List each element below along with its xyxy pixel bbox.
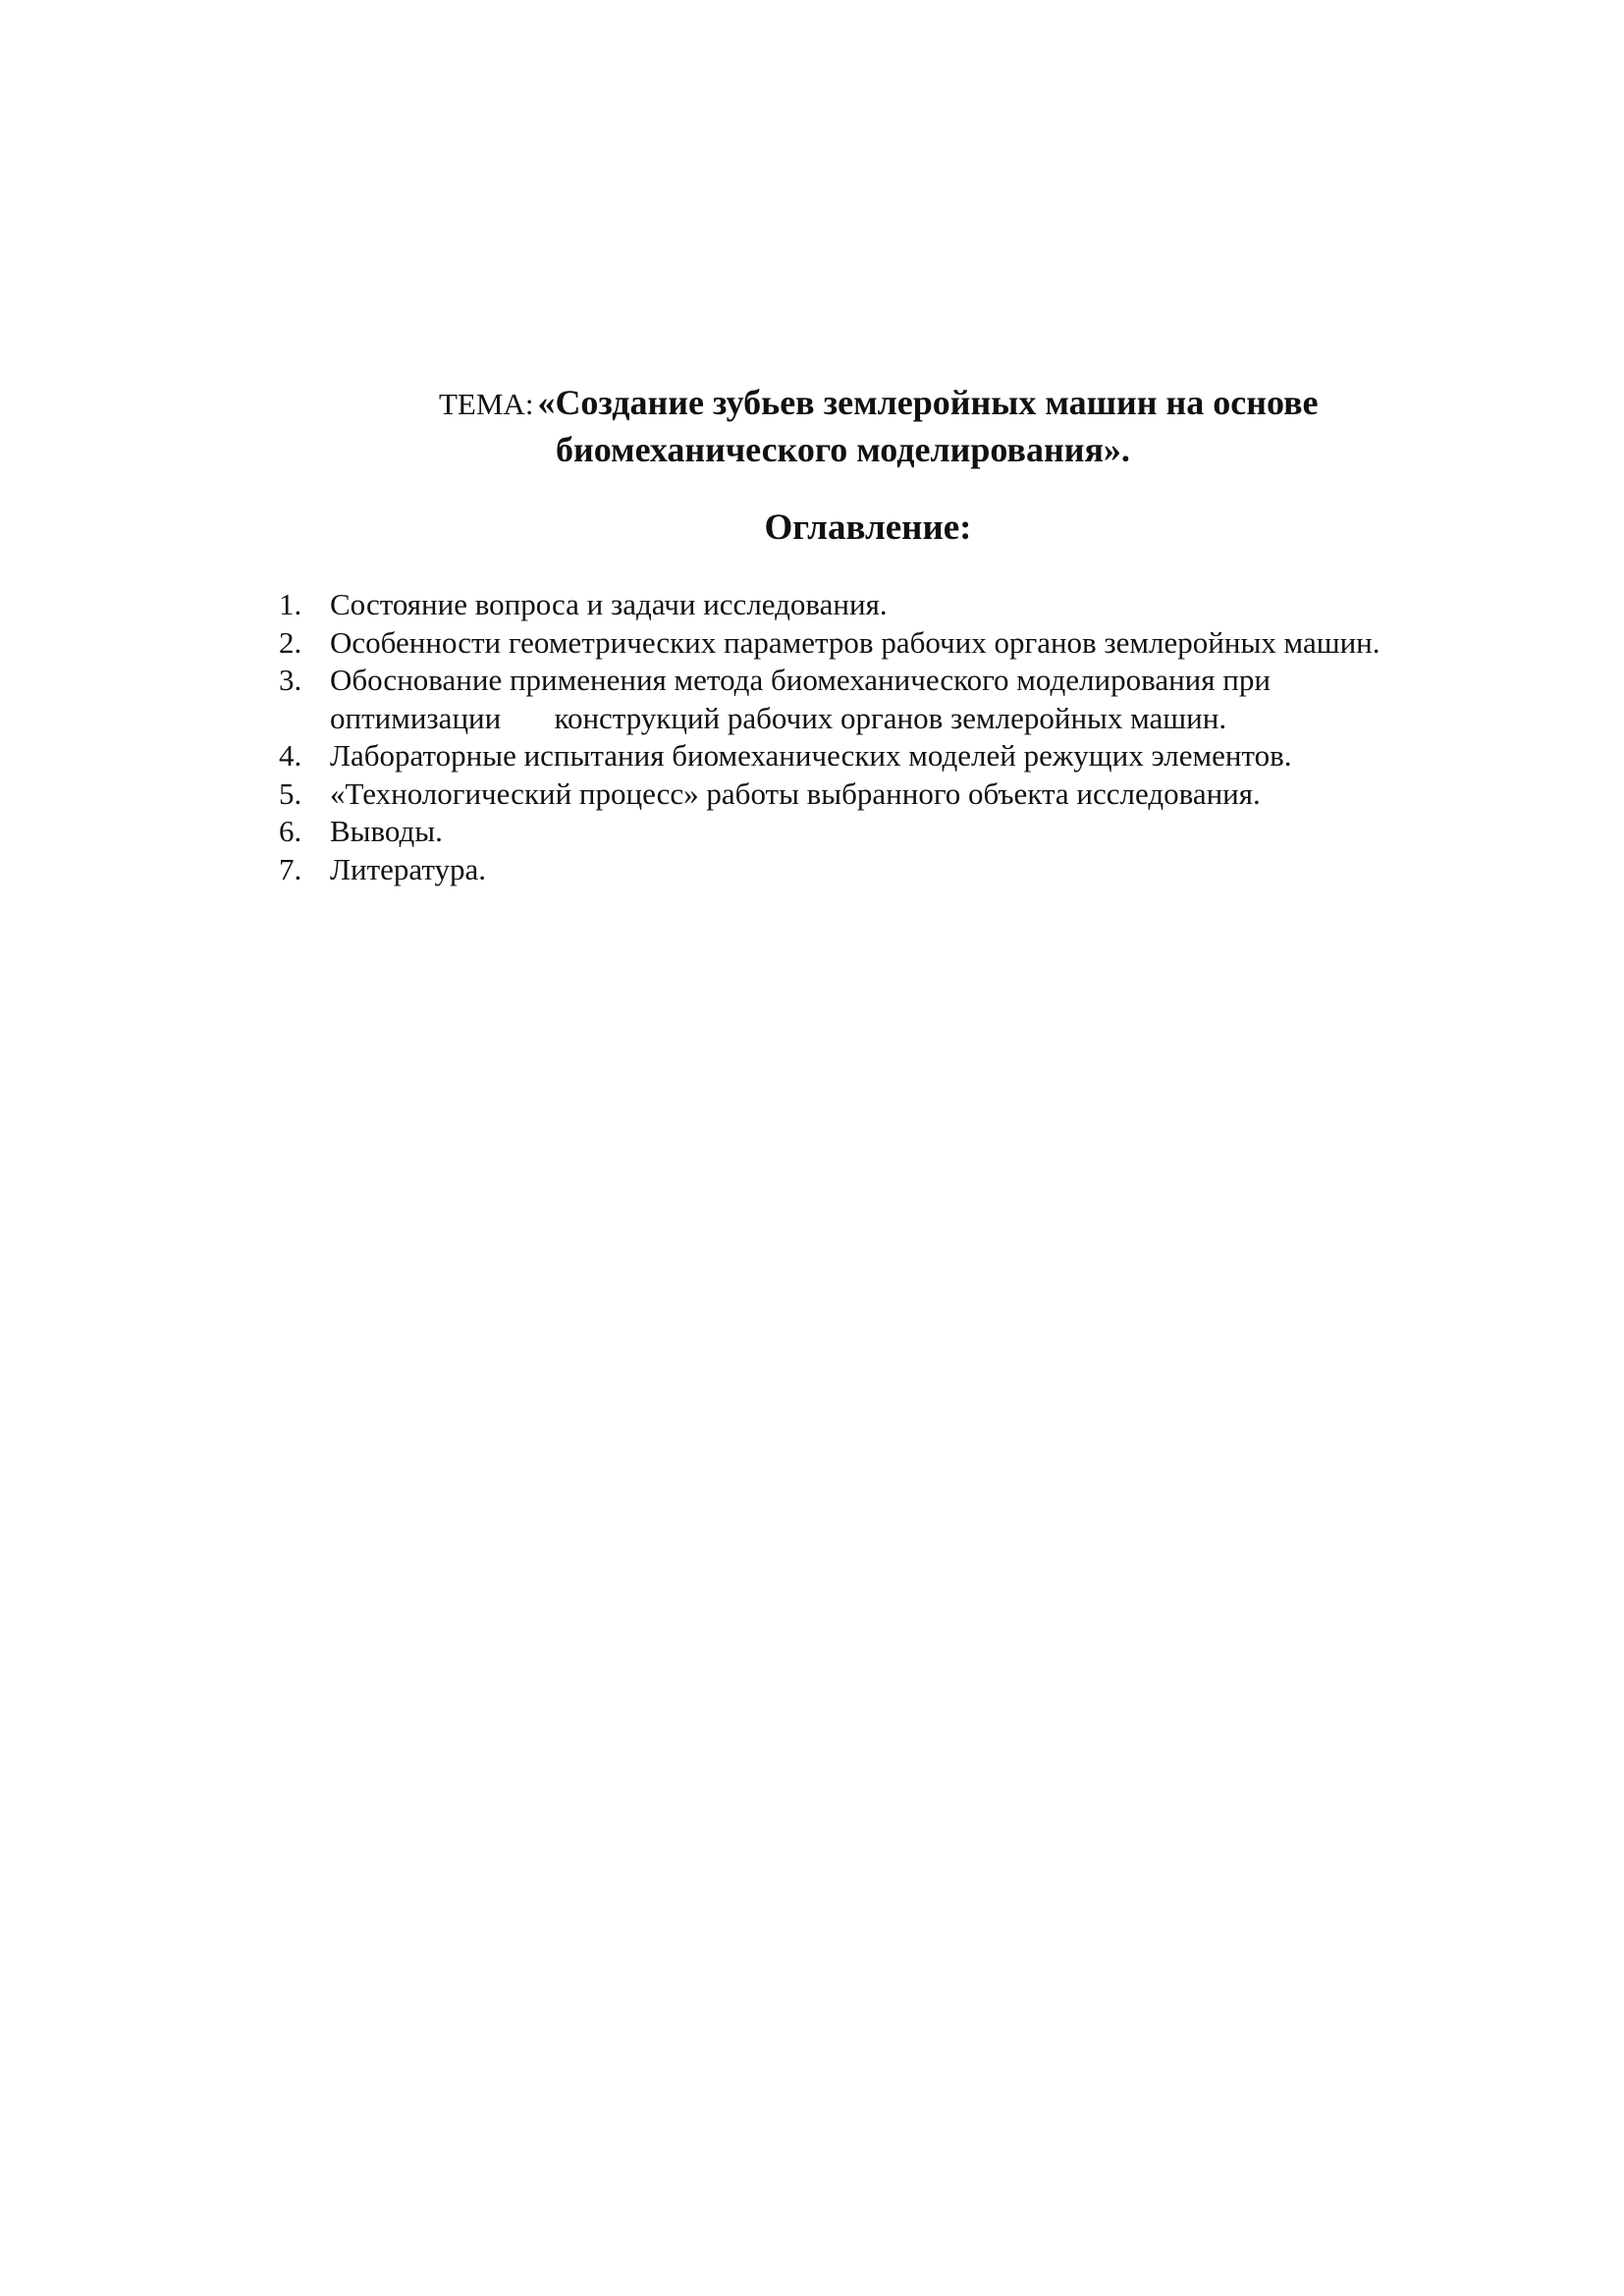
toc-item-number: 6. — [279, 814, 302, 848]
toc-item-number: 2. — [279, 624, 302, 660]
topic-label: ТЕМА: — [439, 387, 534, 421]
toc-item-text: Обоснование применения метода биомеханического моделирования при — [330, 663, 1271, 697]
toc-item-number: 4. — [279, 738, 302, 773]
toc-item — [279, 813, 1555, 851]
toc-item — [279, 586, 1555, 624]
toc-item-number: 3. — [279, 663, 302, 697]
toc-item — [279, 624, 1555, 663]
toc-item — [279, 737, 1555, 775]
toc-item-continuation — [279, 700, 1555, 738]
toc-item-text: Состояние вопроса и задачи исследования. — [330, 587, 888, 621]
toc-item — [279, 662, 1555, 700]
table-of-contents — [279, 586, 1555, 888]
toc-item — [279, 851, 1555, 889]
toc-item-text: Выводы. — [330, 814, 443, 848]
toc-item-number: 7. — [279, 851, 302, 886]
toc-item-text: Особенности геометрических параметров рабочих органов землеройных машин. — [330, 624, 1380, 660]
topic-title-line1: «Создание зубьев землеройных машин на основе — [537, 383, 1319, 422]
toc-item-text: Лабораторные испытания биомеханических моделей режущих элементов. — [330, 738, 1292, 773]
toc-item-text: Литература. — [330, 851, 487, 886]
topic-title-line2: биомеханического моделирования». — [556, 430, 1130, 469]
toc-item-number: 1. — [279, 587, 302, 621]
toc-item — [279, 775, 1555, 814]
toc-item-number: 5. — [279, 775, 302, 811]
toc-item-text: «Технологический процесс» работы выбранного объекта исследования. — [330, 775, 1261, 811]
toc-heading: Оглавление: — [764, 507, 972, 548]
toc-item-number-spacer — [279, 700, 330, 738]
toc-item-text-continuation: оптимизации конструкций рабочих органов землеройных машин. — [330, 700, 1227, 735]
